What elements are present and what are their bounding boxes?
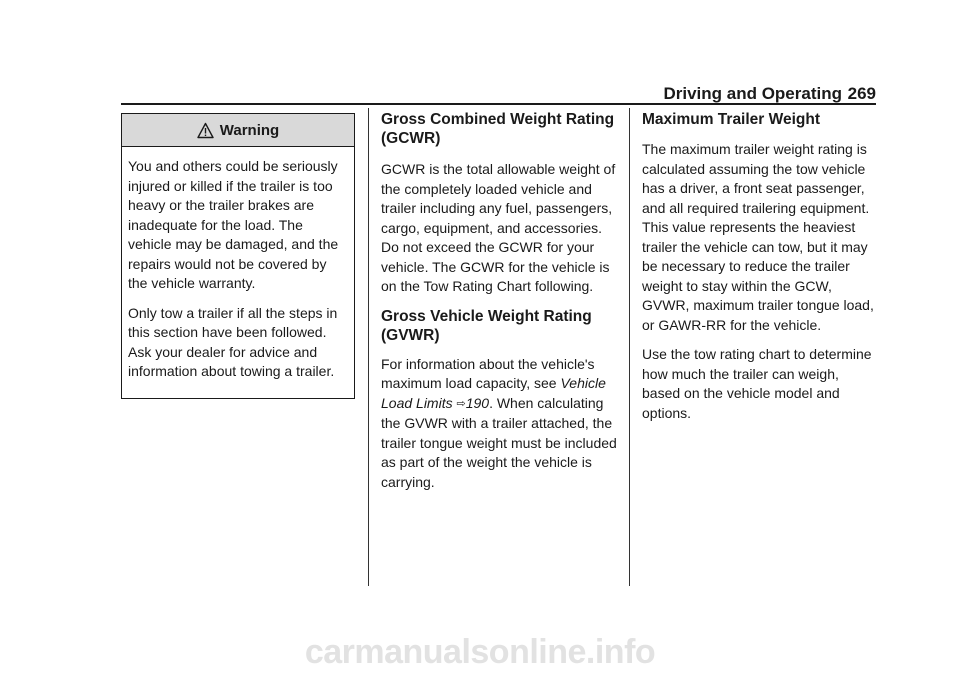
- gvwr-heading: Gross Vehicle Weight Rating (GVWR): [381, 307, 592, 344]
- warning-box: [121, 113, 355, 399]
- watermark: carmanualsonline.info: [304, 633, 656, 671]
- max-trailer-paragraph-1: The maximum trailer weight rating is calculated assuming the tow vehicle has a driver, a front seat passenger, and all required trailering equipment. This value represents the heaviest trailer the vehicle can tow, but it may be necessary to reduce the trailer weight to stay within the GCW, GVWR, maximum trailer tongue load, or GAWR-RR for the vehicle.: [642, 141, 874, 333]
- page-number: 269: [847, 84, 876, 103]
- column-right: [642, 110, 878, 423]
- warning-body: [122, 147, 354, 398]
- gvwr-body: [381, 355, 617, 493]
- page-header: [0, 0, 960, 110]
- column-divider-2: [629, 108, 630, 586]
- warning-triangle-icon: [197, 122, 214, 139]
- xref-page-number[interactable]: 190: [465, 394, 490, 411]
- xref-arrow-icon: ⇨: [456, 397, 466, 410]
- column-divider-1: [368, 108, 369, 586]
- max-trailer-heading: Maximum Trailer Weight: [642, 111, 821, 128]
- warning-paragraph-1: You and others could be seriously injured or killed if the trailer is too heavy or the trailer brakes are inadequate for the load. The vehicle may be damaged, and the repairs would not be covered by the vehicle warranty.: [128, 158, 339, 291]
- header-divider: [121, 103, 876, 105]
- column-middle: [381, 110, 617, 492]
- section-title: Driving and Operating: [663, 84, 842, 103]
- warning-label: Warning: [219, 121, 280, 139]
- vehicle-load-limits-link[interactable]: Vehicle Load Limits: [381, 375, 606, 411]
- warning-paragraph-2: Only tow a trailer if all the steps in this section have been followed. Ask your dealer for advice and information about towing a trailer.: [128, 304, 338, 379]
- gcwr-body: GCWR is the total allowable weight of the completely loaded vehicle and trailer including any fuel, passengers, cargo, equipment, and accessories. Do not exceed the GCWR for your vehicle. The GCWR for the vehicle is on the Tow Rating Chart following.: [381, 161, 616, 294]
- column-left: [121, 110, 355, 399]
- gvwr-body-before: For information about the vehicle's maximum load capacity, see: [381, 355, 595, 391]
- gcwr-heading: Gross Combined Weight Rating (GCWR): [381, 111, 615, 147]
- warning-header: [122, 114, 354, 147]
- max-trailer-paragraph-2: Use the tow rating chart to determine how much the trailer can weigh, based on the vehicle model and options.: [642, 346, 872, 421]
- gvwr-body-after: . When calculating the GVWR with a trailer attached, the trailer tongue weight must be included as part of the weight the vehicle is carrying.: [381, 394, 617, 490]
